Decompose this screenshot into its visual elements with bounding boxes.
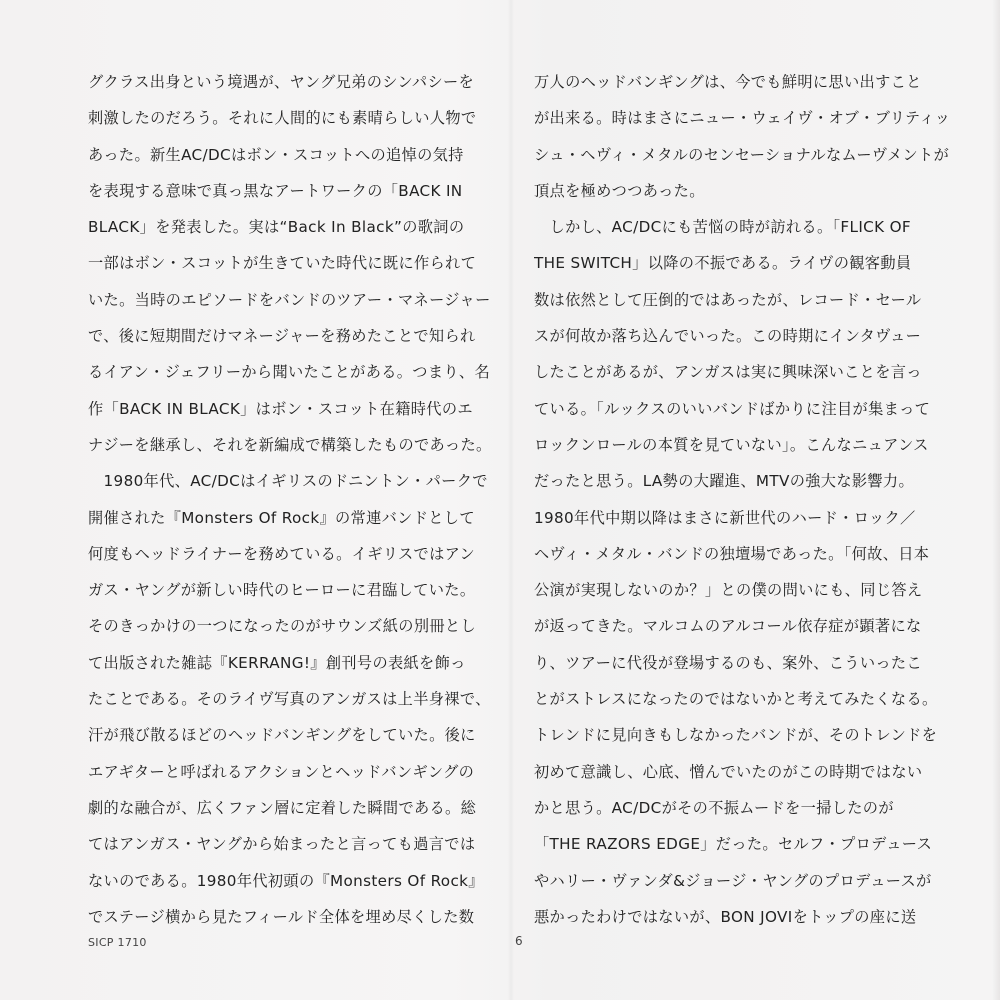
text-line: 何度もヘッドライナーを務めている。イギリスではアン (88, 544, 476, 563)
text-line: 開催された『Monsters Of Rock』の常連バンドとして (88, 508, 475, 527)
text-line: るイアン・ジェフリーから聞いたことがある。つまり、名 (88, 363, 490, 382)
text-line: 数は依然として圧倒的ではあったが、レコード・セール (534, 290, 922, 309)
text-line: 悪かったわけではないが、BON JOVIをトップの座に送 (534, 907, 917, 926)
text-line: ガス・ヤングが新しい時代のヒーローに君臨していた。 (88, 581, 476, 600)
text-line: かと思う。AC/DCがその不振ムードを一掃したのが (534, 798, 894, 817)
text-line: でステージ横から見たフィールド全体を埋め尽くした数 (88, 907, 475, 926)
text-line: を表現する意味で真っ黒なアートワークの「BACK IN (88, 181, 463, 200)
text-line: ヘヴィ・メタル・バンドの独壇場であった。「何故、日本 (534, 544, 930, 563)
text-line: したことがあるが、アンガスは実に興味深いことを言っ (534, 363, 922, 382)
text-line: て出版された雑誌『KERRANG!』創刊号の表紙を飾っ (88, 653, 466, 672)
text-line: 作「BACK IN BLACK」はボン・スコット在籍時代のエ (88, 399, 473, 418)
text-line: り、ツアーに代役が登場するのも、案外、こういったこ (534, 653, 922, 672)
text-line: あった。新生AC/DCはボン・スコットへの追悼の気持 (88, 145, 464, 164)
text-line: たことである。そのライヴ写真のアンガスは上半身裸で、 (88, 690, 491, 709)
left-text-column (88, 64, 504, 935)
text-line: そのきっかけの一つになったのがサウンズ紙の別冊とし (88, 617, 476, 636)
text-line: ないのである。1980年代初頭の『Monsters Of Rock』 (88, 871, 484, 890)
right-text-column (534, 64, 950, 935)
text-line: THE SWITCH」以降の不振である。ライヴの観客動員 (534, 254, 912, 273)
text-line: 初めて意識し、心底、憎んでいたのがこの時期ではない (534, 762, 923, 781)
text-line: だったと思う。LA勢の大躍進、MTVの強大な影響力。 (534, 472, 915, 491)
text-line: しかし、AC/DCにも苦悩の時が訪れる。「FLICK OF (534, 218, 911, 237)
text-line: 刺激したのだろう。それに人間的にも素晴らしい人物で (88, 109, 477, 128)
text-line: ナジーを継承し、それを新編成で構築したものであった。 (88, 435, 492, 454)
text-line: 一部はボン・スコットが生きていた時代に既に作られて (88, 254, 477, 273)
text-line: スが何故か落ち込んでいった。この時期にインタヴュー (534, 327, 922, 346)
text-line: 劇的な融合が、広くファン層に定着した瞬間である。総 (88, 798, 477, 817)
text-line: いた。当時のエピソードをバンドのツアー・マネージャー (88, 290, 491, 309)
text-line: 「THE RAZORS EDGE」だった。セルフ・プロデュース (534, 835, 933, 854)
page-fold-shadow (508, 0, 514, 1000)
text-line: トレンドに見向きもしなかったバンドが、そのトレンドを (534, 726, 938, 745)
text-line: エアギターと呼ばれるアクションとヘッドバンギングの (88, 762, 475, 781)
text-line: とがストレスになったのではないかと考えてみたくなる。 (534, 690, 938, 709)
text-line: 1980年代、AC/DCはイギリスのドニントン・パークで (88, 472, 488, 491)
page-edge-shadow (992, 0, 1000, 1000)
page-number: 6 (515, 934, 523, 948)
text-line: 頂点を極めつつあった。 (534, 181, 705, 200)
text-line: 1980年代中期以降はまさに新世代のハード・ロック／ (534, 508, 916, 527)
text-line: 汗が飛び散るほどのヘッドバンギングをしていた。後に (88, 726, 476, 745)
text-line: BLACK」を発表した。実は“Back In Black”の歌詞の (88, 218, 465, 237)
text-line: で、後に短期間だけマネージャーを務めたことで知られ (88, 327, 476, 346)
text-line: ている。「ルックスのいいバンドばかりに注目が集まって (534, 399, 931, 418)
catalog-number: SICP 1710 (88, 936, 147, 949)
text-line: シュ・ヘヴィ・メタルのセンセーショナルなムーヴメントが (534, 145, 950, 164)
text-line: 公演が実現しないのか？」との僕の問いにも、同じ答え (534, 581, 923, 600)
text-line: 万人のヘッドバンギングは、今でも鮮明に思い出すこと (534, 73, 922, 91)
text-line: が出来る。時はまさにニュー・ウェイヴ・オブ・ブリティッ (534, 109, 950, 128)
text-line: ロックンロールの本質を見ていない」。こんなニュアンス (534, 435, 929, 454)
text-line: てはアンガス・ヤングから始まったと言っても過言では (88, 835, 476, 854)
text-line: やハリー・ヴァンダ&ジョージ・ヤングのプロデュースが (534, 871, 932, 890)
text-line: グクラス出身という境遇が、ヤング兄弟のシンパシーを (88, 73, 475, 91)
text-line: が返ってきた。マルコムのアルコール依存症が顕著にな (534, 617, 922, 636)
